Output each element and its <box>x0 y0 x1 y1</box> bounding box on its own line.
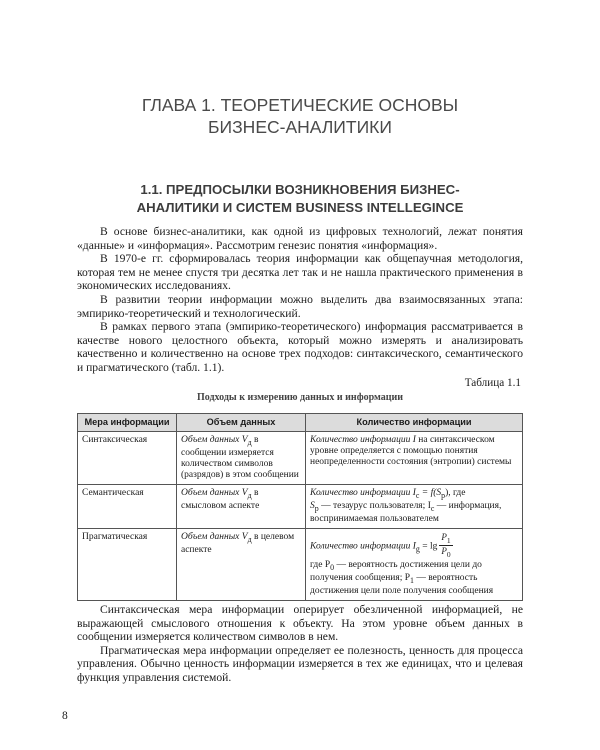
cell-volume <box>177 484 306 528</box>
page-number: 8 <box>62 710 68 722</box>
amount-text: на синтаксическом уровне определяется с помощью понятия неопределенности состояния (энтропии) системы <box>310 435 512 467</box>
cell-measure: Синтаксическая <box>78 432 177 485</box>
numerator-subscript: 1 <box>446 535 451 545</box>
paragraph: В 1970-е гг. сформировалась теория информации как общепаучная методология, которая тем не менее спустя три десятка лет так и не нашла практического применения в экономических исследованиях. <box>77 252 523 293</box>
cell-measure: Прагматическая <box>78 528 177 600</box>
paragraph: Синтаксическая мера информации оперирует обезличенной информацией, не выражающей смыслового отношения к объекту. На этом уровне объем данных в сообщении измеряется количеством символов в нем. <box>77 603 523 644</box>
volume-subscript: д <box>247 534 252 544</box>
thesaurus-text: — тезаурус пользователя; I <box>318 500 431 511</box>
section-title-line-1: 1.1. ПРЕДПОСЫЛКИ ВОЗНИКНОВЕНИЯ БИЗНЕС- <box>140 182 460 197</box>
cell-amount <box>306 528 523 600</box>
rest-subscript-0: 0 <box>330 563 335 573</box>
formula-subscript: p <box>441 490 446 500</box>
amount-subscript: c <box>415 490 420 500</box>
volume-text: в сообщении измеряется количеством символов (разрядов) в этом сообщении <box>181 435 299 480</box>
amount-term: Количество информации I <box>310 435 416 445</box>
paragraph: В основе бизнес-аналитики, как одной из цифровых технологий, лежат понятия «данные» и «информация». Рассмотрим генезис понятия «информация». <box>77 225 523 252</box>
chapter-title <box>60 94 540 138</box>
cell-amount <box>306 432 523 485</box>
section-title-line-2: АНАЛИТИКИ И СИСТЕМ BUSINESS INTELLEGINCE <box>136 200 464 215</box>
table-number: Таблица 1.1 <box>464 377 521 389</box>
table-row <box>78 432 523 485</box>
cell-amount <box>306 484 523 528</box>
table-header-row <box>78 414 523 432</box>
table-row <box>78 528 523 600</box>
chapter-title-line-2: БИЗНЕС-АНАЛИТИКИ <box>208 117 392 137</box>
info-subscript: c <box>430 503 435 513</box>
intro-text <box>77 225 523 375</box>
thesaurus-subscript: p <box>314 503 319 513</box>
header-volume: Объем данных <box>177 414 306 432</box>
rest-text-3: — вероятность достижения цели поле получения сообщения <box>310 573 494 597</box>
amount-formula: = f(S <box>419 487 442 498</box>
closing-text <box>77 603 523 685</box>
denominator-symbol: P <box>441 546 447 557</box>
fraction-numerator <box>439 532 452 547</box>
info-text: — информация, воспринимаемая пользователем <box>310 500 502 524</box>
amount-term: Количество информации I <box>310 487 416 498</box>
volume-term: Объем данных V <box>181 531 248 542</box>
cell-volume <box>177 528 306 600</box>
amount-term: Количество информации I <box>310 541 416 552</box>
table-row <box>78 484 523 528</box>
section-title <box>60 181 540 217</box>
denominator-subscript: 0 <box>446 550 451 560</box>
volume-text: в смысловом аспекте <box>181 487 260 511</box>
volume-term: Объем данных V <box>181 435 248 445</box>
volume-subscript: д <box>247 437 252 447</box>
amount-subscript: g <box>415 544 420 554</box>
rest-text-2: — вероятность достижения цели до получения сообщения; P <box>310 560 482 584</box>
volume-term: Объем данных V <box>181 487 248 498</box>
numerator-symbol: P <box>441 531 447 542</box>
table-caption: Подходы к измерению данных и информации <box>196 392 404 403</box>
paragraph: В развитии теории информации можно выделить два взаимосвязанных этапа: эмпирико-теоретический и технологический. <box>77 292 523 320</box>
volume-subscript: д <box>247 490 252 500</box>
formula-end: ), где <box>445 487 466 498</box>
thesaurus-symbol: S <box>310 500 315 511</box>
paragraph: В рамках первого этапа (эмпирико-теоретического) информация рассматривается в качестве нового целостного объекта, который можно измерять и анализировать качественно и количественно на основе трех подходов: синтаксического, семантического и прагматического (табл. 1.1). <box>77 320 523 374</box>
rest-subscript-1: 1 <box>410 576 414 586</box>
amount-formula: = lg <box>419 541 438 552</box>
probability-fraction <box>439 532 452 561</box>
cell-measure: Семантическая <box>78 484 177 528</box>
paragraph: Прагматическая мера информации определяет ее полезность, ценность для процесса управления. Обычно ценность информации измеряется в тех же единицах, что и целевая функция управления системой. <box>77 643 523 684</box>
fraction-denominator <box>439 546 452 560</box>
rest-text-1: где P <box>310 560 331 571</box>
chapter-title-line-1: ГЛАВА 1. ТЕОРЕТИЧЕСКИЕ ОСНОВЫ <box>141 95 459 115</box>
header-amount: Количество информации <box>306 414 523 432</box>
cell-volume <box>177 432 306 485</box>
volume-text: в целевом аспекте <box>181 531 295 555</box>
header-measure: Мера информации <box>78 414 177 432</box>
information-measures-table <box>77 413 523 601</box>
